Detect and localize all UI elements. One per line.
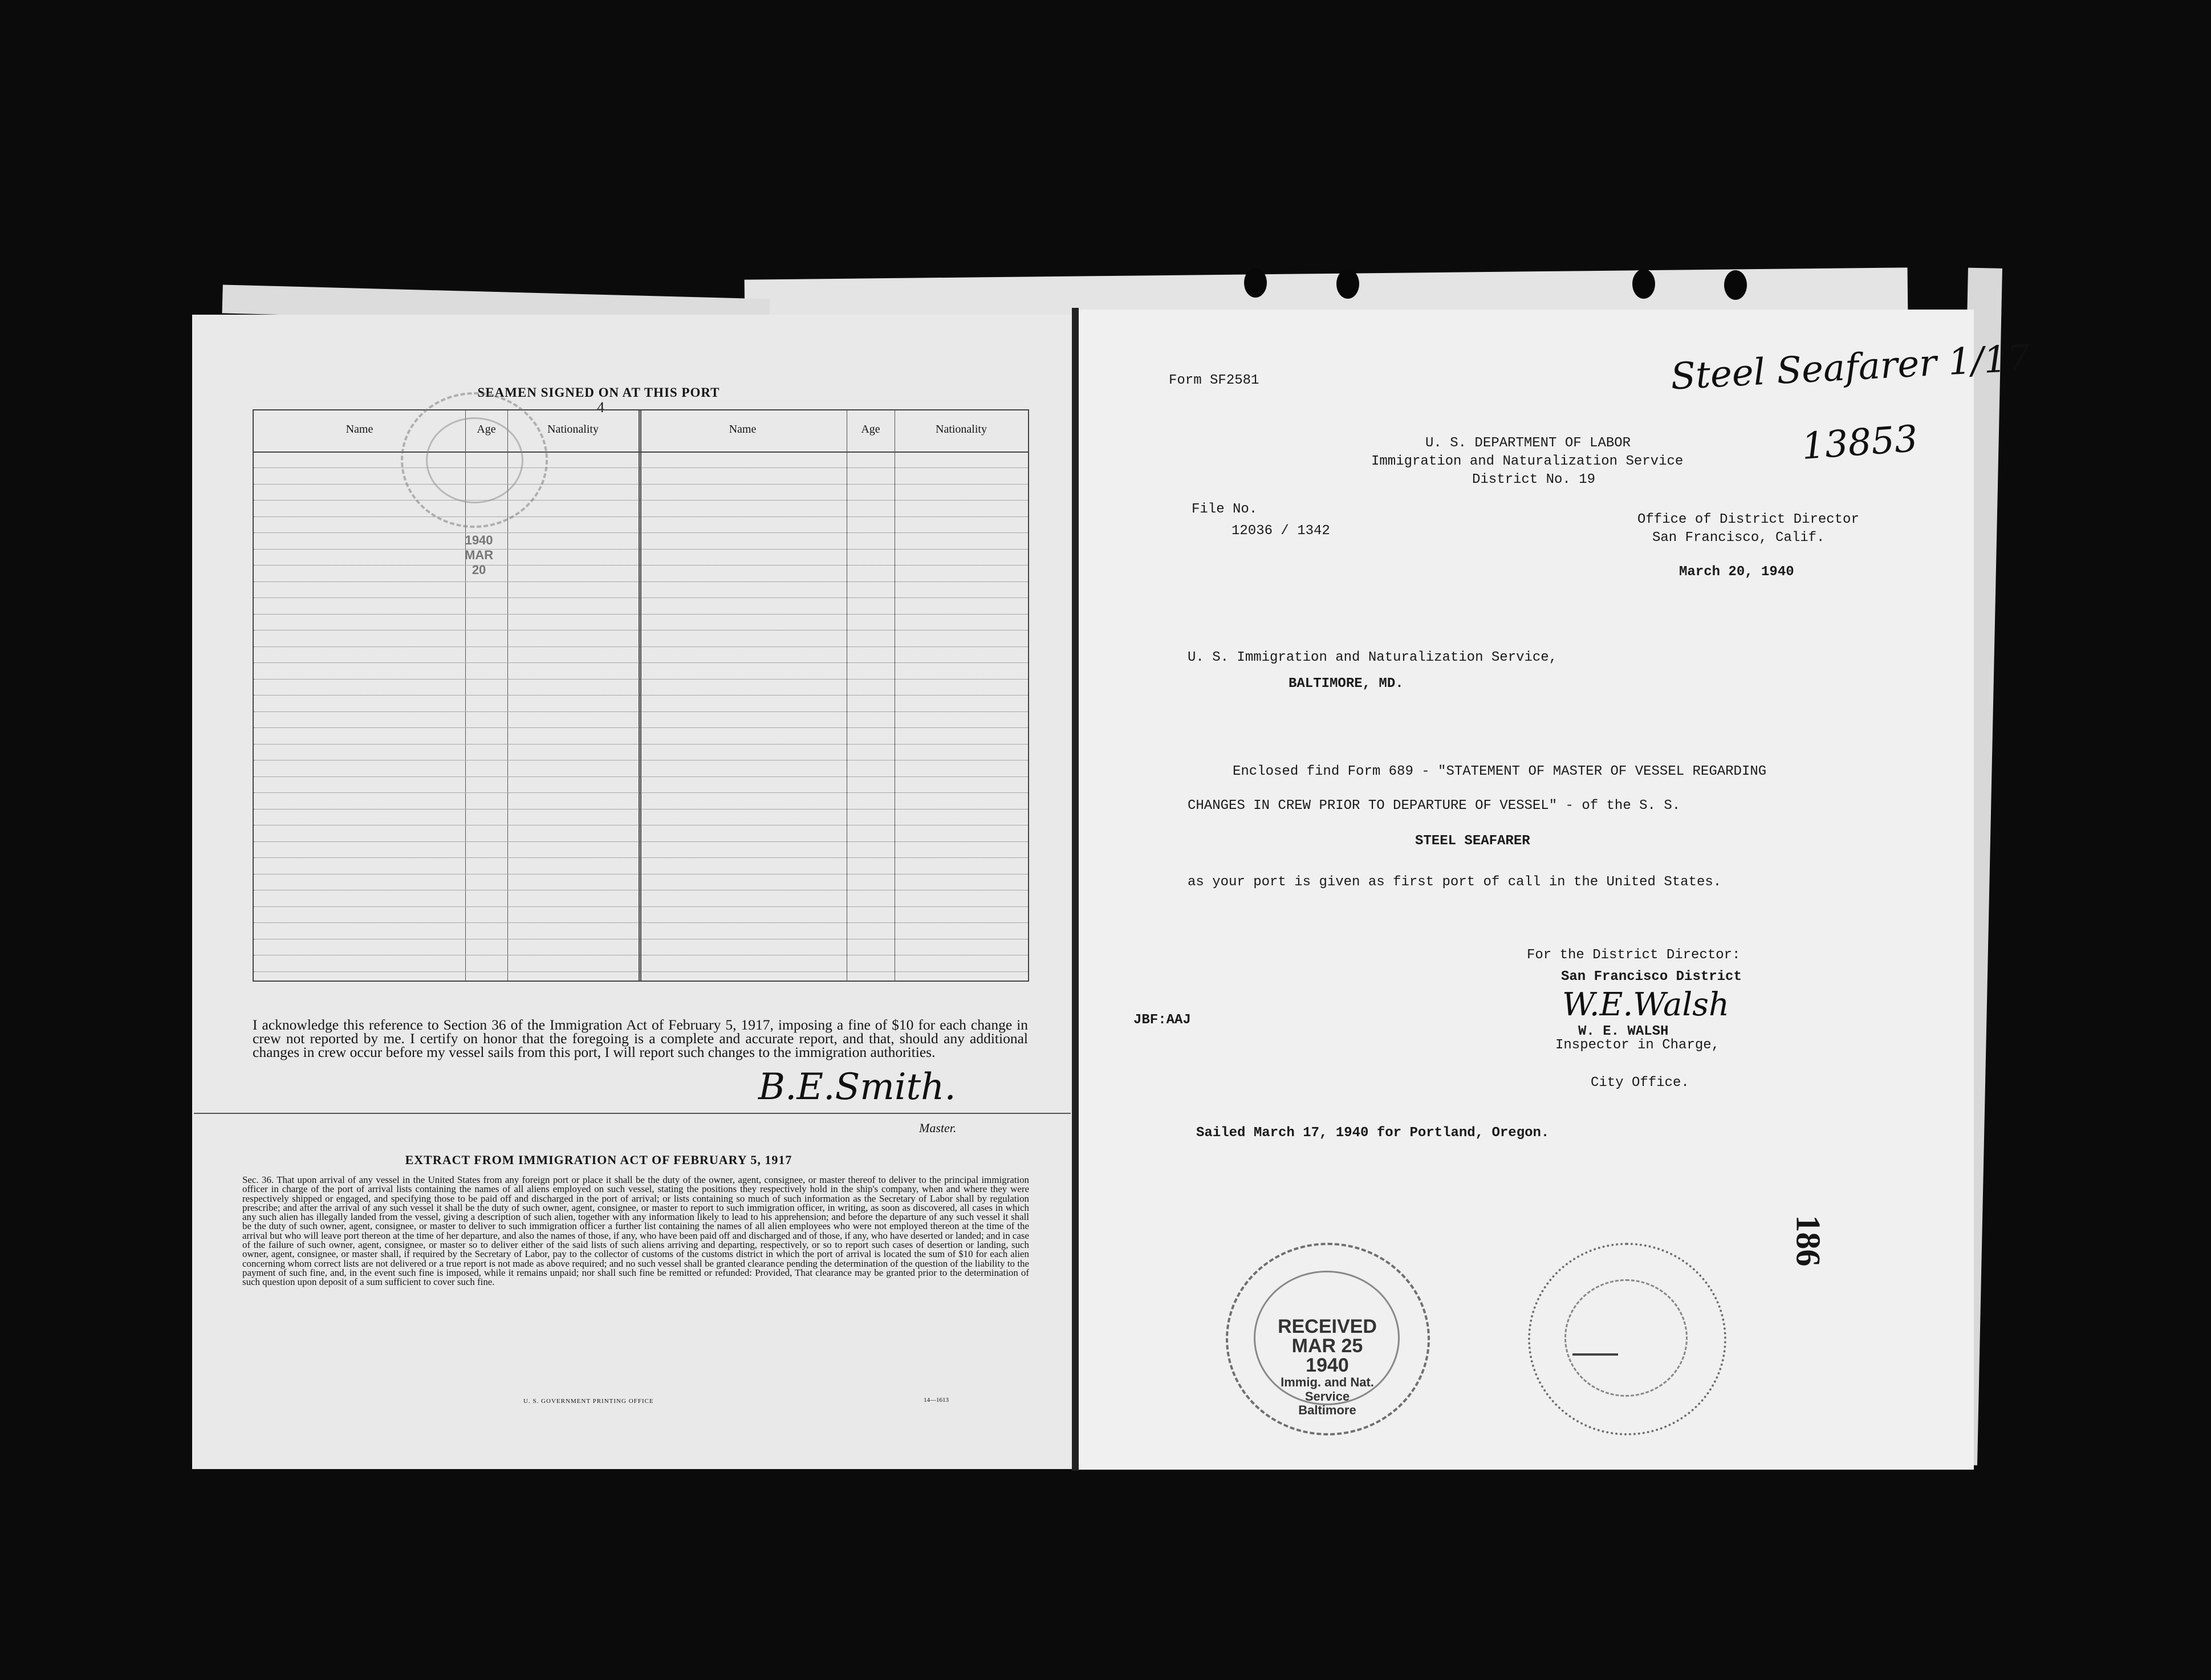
table-row bbox=[254, 565, 1028, 566]
punch-hole bbox=[1632, 269, 1655, 299]
closing-line-1: For the District Director: bbox=[1527, 947, 1741, 963]
inspection-stamp bbox=[401, 392, 548, 528]
column-header: Name bbox=[346, 423, 373, 436]
walsh-signature: W.E.Walsh bbox=[1562, 986, 1730, 1023]
table-row bbox=[254, 581, 1028, 582]
table-row bbox=[254, 516, 1028, 517]
signer-office: City Office. bbox=[1591, 1075, 1689, 1091]
body-line-2: CHANGES IN CREW PRIOR TO DEPARTURE OF VESSEL" - of the S. S. bbox=[1188, 798, 1681, 813]
letter-date: March 20, 1940 bbox=[1679, 564, 1794, 580]
column-header: Age bbox=[861, 423, 880, 436]
table-row bbox=[254, 484, 1028, 485]
file-label: File No. bbox=[1192, 502, 1258, 517]
acknowledgment-text: I acknowledge this reference to Section 36 of the Immigration Act of February 5, 1917, imposing a fine of $10 for each change in crew not reported by me. I certify on honor that the foregoing is a complete and accurate report, and that, should any additional changes in crew occur before my vessel sails from this port, I will report such changes to the immigration authorities. bbox=[253, 1016, 1028, 1060]
stamp-date: 1940 MAR 20 bbox=[465, 533, 494, 577]
table-row bbox=[254, 776, 1028, 777]
punch-hole bbox=[1336, 269, 1359, 299]
printer-line: U. S. GOVERNMENT PRINTING OFFICE bbox=[523, 1398, 654, 1405]
page-number: 4 bbox=[597, 399, 604, 416]
handwritten-number: 13853 bbox=[1800, 417, 1919, 469]
service-name: Immigration and Naturalization Service bbox=[1371, 454, 1684, 469]
body-line-1: Enclosed find Form 689 - "STATEMENT OF MASTER OF VESSEL REGARDING bbox=[1233, 764, 1767, 779]
master-label: Master. bbox=[919, 1121, 957, 1135]
sailed-note: Sailed March 17, 1940 for Portland, Oregon. bbox=[1196, 1125, 1550, 1141]
addressee-line-1: U. S. Immigration and Naturalization Service, bbox=[1188, 650, 1558, 665]
table-row bbox=[254, 711, 1028, 712]
vessel-name: STEEL SEAFARER bbox=[1415, 833, 1530, 849]
punch-hole bbox=[1244, 268, 1267, 298]
table-row bbox=[254, 549, 1028, 550]
table-row bbox=[254, 857, 1028, 858]
table-row bbox=[254, 744, 1028, 745]
seal-stamp bbox=[1528, 1243, 1726, 1435]
column-header: Age bbox=[477, 423, 496, 436]
column-header: Nationality bbox=[936, 423, 987, 436]
table-row bbox=[254, 532, 1028, 533]
table-row bbox=[254, 679, 1028, 680]
table-row bbox=[254, 662, 1028, 663]
table-row bbox=[254, 646, 1028, 647]
closing-line-2: San Francisco District bbox=[1561, 969, 1742, 985]
extract-title: EXTRACT FROM IMMIGRATION ACT OF FEBRUARY 5, 1917 bbox=[405, 1153, 792, 1167]
addressee-line-2: BALTIMORE, MD. bbox=[1289, 676, 1404, 691]
body-line-3: as your port is given as first port of call in the United States. bbox=[1188, 874, 1722, 890]
page-gutter bbox=[1072, 308, 1079, 1471]
table-row bbox=[254, 809, 1028, 810]
file-number: 12036 / 1342 bbox=[1232, 523, 1330, 539]
department: U. S. DEPARTMENT OF LABOR bbox=[1425, 436, 1631, 451]
table-row bbox=[254, 500, 1028, 501]
table-row bbox=[254, 792, 1028, 793]
punch-hole bbox=[1724, 270, 1747, 300]
table-row bbox=[254, 614, 1028, 615]
column-header: Name bbox=[729, 423, 757, 436]
extract-text: Sec. 36. That upon arrival of any vessel in the United States from any foreign port or place it shall be the duty of the owner, agent, consignee, or master thereof to deliver to the principal immigration officer in charge of the port of arrival lists containing the names of all aliens employed on such vessel, stating the positions they respectively hold in the ship's company, when and where they were respectively shipped or engaged, and specifying those to be paid off and discharged in the port of arrival; or lists containing so much of such information as the Secretary of Labor shall by regulation prescribe; and after the arrival of any such vessel it shall be the duty of such owner, agent, consignee, or master to report to such immigration officer, in writing, as soon as discovered, all cases in which any such alien has illegally landed from the vessel, giving a description of such alien, together with any information likely to lead to his apprehension; and before the departure of any such vessel it shall be the duty of such owner, agent, consignee, or master to deliver to such immigration officer a further list containing the names of all alien employees who were not employed thereon at the time of the arrival but who will leave port thereon at the time of her departure, and also the names of those, if any, who have been paid off and discharged and of those, if any, who have deserted or landed; and in case of the failure of such owner, agent, consignee, or master so to deliver either of the said lists of such aliens arriving and departing, respectively, or so to report such cases of desertion or landing, such owner, agent, consignee, or master shall, if required by the Secretary of Labor, pay to the collector of customs of the customs district in which the port of arrival is located the sum of $10 for each alien concerning whom correct lists are not delivered or a true report is not made as above required; and no such vessel shall be granted clearance pending the determination of the question of the liability to the payment of such fine, and, in the event such fine is imposed, while it remains unpaid; nor shall such fine be remitted or refunded: Provided, That clearance may be granted prior to the determination of such question upon deposit of a sum sufficient to cover such fine. bbox=[242, 1174, 1029, 1288]
form-number: Form SF2581 bbox=[1169, 373, 1259, 388]
handwritten-ship-name: Steel Seafarer 1/17 bbox=[1669, 337, 2031, 398]
received-stamp-text: RECEIVED MAR 25 1940 Immig. and Nat. Service Baltimore bbox=[1278, 1316, 1377, 1417]
column-header: Nationality bbox=[547, 423, 599, 436]
seal-emblem bbox=[1572, 1353, 1618, 1356]
table-row bbox=[254, 841, 1028, 842]
table-row bbox=[254, 467, 1028, 468]
signer-name: W. E. WALSH bbox=[1578, 1024, 1669, 1039]
table-row bbox=[254, 971, 1028, 972]
office-line-1: Office of District Director bbox=[1637, 512, 1859, 527]
page-stamp-number: 186 bbox=[1789, 1215, 1827, 1267]
district: District No. 19 bbox=[1472, 472, 1596, 487]
table-row bbox=[254, 906, 1028, 907]
form-title: SEAMEN SIGNED ON AT THIS PORT bbox=[477, 385, 720, 400]
table-row bbox=[254, 922, 1028, 923]
initials: JBF:AAJ bbox=[1133, 1012, 1191, 1028]
form-code: 14—1613 bbox=[924, 1397, 949, 1404]
table-row bbox=[254, 597, 1028, 598]
crew-table bbox=[253, 409, 1029, 982]
master-signature: B.E.Smith. bbox=[758, 1066, 956, 1108]
divider bbox=[194, 1113, 1071, 1114]
table-row bbox=[254, 727, 1028, 728]
office-line-2: San Francisco, Calif. bbox=[1652, 530, 1825, 546]
signer-title: Inspector in Charge, bbox=[1555, 1038, 1720, 1053]
